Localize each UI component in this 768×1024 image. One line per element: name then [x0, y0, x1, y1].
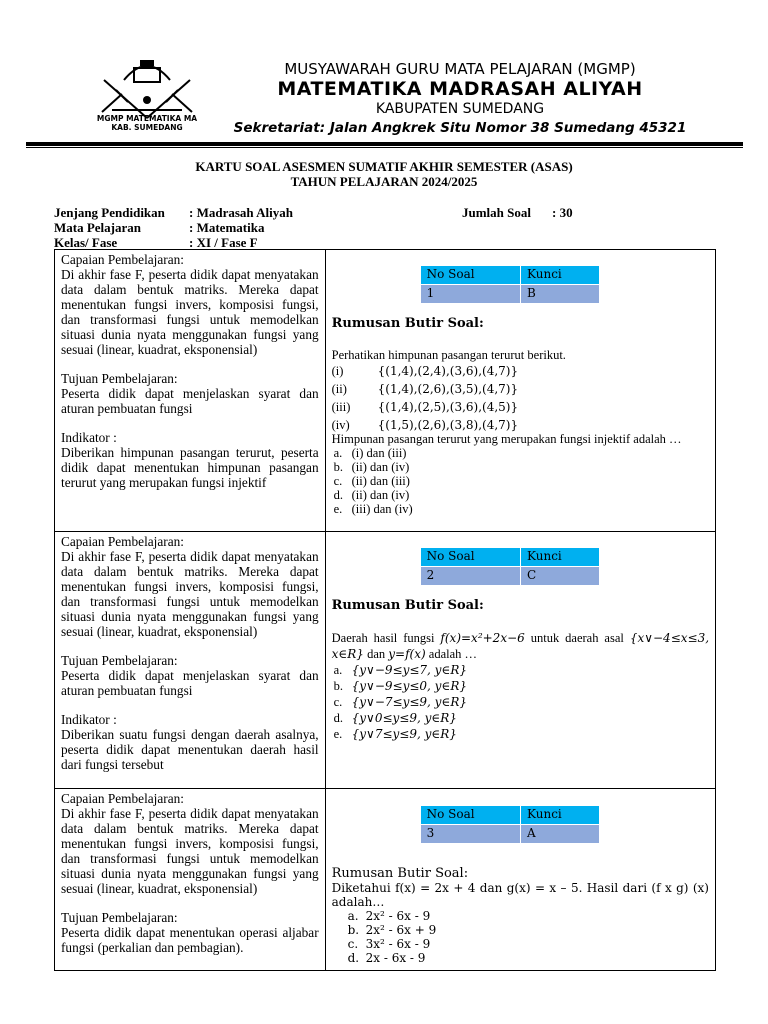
document-subtitle: TAHUN PELAJARAN 2024/2025	[290, 174, 478, 189]
question-text: dan	[367, 647, 386, 661]
answer-option	[332, 502, 709, 516]
no-soal-header: No Soal	[420, 266, 520, 285]
option-letter: a.	[333, 663, 343, 677]
tp-text: Peserta didik dapat menjelaskan syarat dan aturan pembuatan fungsi	[61, 668, 319, 698]
header-address: Sekretariat: Jalan Angkrek Situ Nomor 38 Sumedang 45321	[233, 120, 687, 136]
kunci-value: A	[521, 825, 600, 844]
question-body	[332, 630, 709, 742]
no-soal-value: 2	[420, 567, 520, 586]
learning-outcome-cell	[55, 532, 326, 789]
tp-label: Tujuan Pembelajaran:	[61, 910, 178, 925]
rumusan-label: Rumusan Butir Soal:	[331, 316, 484, 331]
meta-mapel-label: Mata Pelajaran	[54, 220, 142, 235]
tp-text: Peserta didik dapat menentukan operasi aljabar fungsi (perkalian dan pembagian).	[61, 925, 319, 955]
option-letter: c.	[333, 474, 343, 488]
header-rule-thick	[26, 142, 743, 146]
question-cell	[325, 250, 715, 532]
question-cell	[325, 532, 715, 789]
document-title: KARTU SOAL ASESMEN SUMATIF AKHIR SEMESTER (ASAS)	[195, 159, 573, 174]
header-line-3: KABUPATEN SUMEDANG	[375, 101, 545, 117]
header-line-2: MATEMATIKA MADRASAH ALIYAH	[277, 78, 643, 100]
indikator-label: Indikator :	[61, 712, 117, 727]
option-text: (ii) dan (iv)	[351, 460, 410, 474]
answer-option	[332, 710, 709, 726]
question-row	[55, 789, 716, 971]
answer-option	[332, 678, 709, 694]
function-expression: f(x)=x²+2x−6	[440, 631, 525, 645]
meta-jumlah-value: : 30	[552, 205, 573, 220]
learning-outcome-cell	[55, 250, 326, 532]
cp-label: Capaian Pembelajaran:	[61, 791, 184, 806]
kunci-header: Kunci	[521, 806, 600, 825]
question-row	[55, 250, 716, 532]
option-letter: e.	[333, 502, 343, 516]
question-text: untuk daerah asal	[530, 631, 624, 645]
set-value: {(1,5),(2,6),(3,8),(4,7)}	[377, 418, 519, 432]
no-soal-header: No Soal	[420, 806, 520, 825]
question-body	[332, 348, 709, 516]
meta-kelas-value: : XI / Fase F	[189, 235, 258, 250]
meta-jumlah-label: Jumlah Soal	[462, 205, 531, 220]
answer-option	[332, 488, 709, 502]
no-soal-header: No Soal	[420, 548, 520, 567]
option-text: {y∨−9≤y≤7, y∈R}	[351, 663, 467, 677]
option-letter: c.	[333, 695, 343, 709]
option-letter: b.	[333, 460, 343, 474]
option-letter: a.	[333, 446, 343, 460]
option-letter: b.	[347, 923, 360, 937]
indikator-text: Diberikan suatu fungsi dengan daerah asalnya, peserta didik dapat menentukan daerah hasil dari fungsi tersebut	[61, 727, 319, 772]
rumusan-label: Rumusan Butir Soal:	[331, 598, 484, 613]
answer-option	[332, 662, 709, 678]
option-text: 2x² - 6x - 9	[365, 909, 431, 923]
cp-text: Di akhir fase F, peserta didik dapat menyatakan data dalam bentuk matriks. Mereka dapat menentukan fungsi invers, komposisi fungsi, dan transformasi fungsi untuk memodelkan situasi dunia nyata menggunakan fungsi yang sesuai (linear, kuadrat, eksponensial)	[61, 549, 319, 639]
option-letter: d.	[347, 951, 360, 965]
answer-option	[332, 474, 709, 488]
option-letter: d.	[333, 711, 343, 725]
kunci-header: Kunci	[521, 548, 600, 567]
domain-expression: {x∨−4≤x≤3, x∈R}	[331, 631, 710, 661]
question-cell	[325, 789, 715, 971]
indikator-label: Indikator :	[61, 430, 117, 445]
tp-text: Peserta didik dapat menjelaskan syarat dan aturan pembuatan fungsi	[61, 386, 319, 416]
meta-jenjang-value: : Madrasah Aliyah	[189, 205, 294, 220]
indikator-text: Diberikan himpunan pasangan terurut, peserta didik dapat menentukan himpunan pasangan terurut yang merupakan fungsi injektif	[61, 445, 319, 490]
set-value: {(1,4),(2,5),(3,6),(4,5)}	[377, 400, 519, 414]
logo-caption-line-2: KAB. SUMEDANG	[111, 123, 183, 132]
learning-outcome-cell	[55, 789, 326, 971]
cp-text: Di akhir fase F, peserta didik dapat menyatakan data dalam bentuk matriks. Mereka dapat menentukan fungsi invers, komposisi fungsi, dan transformasi fungsi untuk memodelkan situasi dunia nyata menggunakan fungsi yang sesuai (linear, kuadrat, eksponensial)	[61, 267, 319, 357]
option-text: {y∨7≤y≤9, y∈R}	[351, 727, 457, 741]
option-text: (ii) dan (iii)	[351, 474, 410, 488]
option-text: (ii) dan (iv)	[351, 488, 410, 502]
question-text: adalah …	[428, 647, 478, 661]
answer-key-table	[420, 547, 600, 586]
option-letter: e.	[333, 727, 343, 741]
logo-caption	[82, 114, 212, 132]
set-value: {(1,4),(2,4),(3,6),(4,7)}	[377, 364, 519, 378]
answer-option	[332, 694, 709, 710]
answer-option	[332, 909, 709, 923]
kunci-value: B	[521, 285, 600, 304]
cp-label: Capaian Pembelajaran:	[61, 252, 184, 267]
kunci-value: C	[521, 567, 600, 586]
option-text: 2x - 6x - 9	[365, 951, 426, 965]
option-text: 3x² - 6x - 9	[365, 937, 431, 951]
answer-option	[332, 460, 709, 474]
rumusan-label: Rumusan Butir Soal:	[331, 866, 469, 881]
option-letter: a.	[347, 909, 359, 923]
logo-caption-line-1: MGMP MATEMATIKA MA	[96, 114, 198, 123]
no-soal-value: 1	[420, 285, 520, 304]
no-soal-value: 3	[420, 825, 520, 844]
option-text: {y∨−9≤y≤0, y∈R}	[351, 679, 467, 693]
cp-label: Capaian Pembelajaran:	[61, 534, 184, 549]
option-text: (iii) dan (iv)	[351, 502, 413, 516]
question-text: Daerah hasil fungsi	[331, 631, 435, 645]
tp-label: Tujuan Pembelajaran:	[61, 371, 178, 386]
answer-option	[332, 923, 709, 937]
meta-mapel-value: : Matematika	[189, 220, 265, 235]
answer-option	[332, 726, 709, 742]
set-label: (i)	[331, 364, 344, 378]
question-intro: Perhatikan himpunan pasangan terurut berikut.	[331, 348, 566, 362]
set-item	[332, 418, 709, 432]
question-card-table	[54, 249, 716, 971]
question-stem: Diketahui f(x) = 2x + 4 dan g(x) = x – 5. Hasil dari (f x g) (x) adalah…	[331, 881, 709, 909]
set-item	[332, 400, 709, 414]
answer-option	[332, 446, 709, 460]
set-label: (iv)	[331, 418, 350, 432]
question-stem	[332, 630, 709, 662]
function-expression: y=f(x)	[388, 647, 426, 661]
set-value: {(1,4),(2,6),(3,5),(4,7)}	[377, 382, 519, 396]
option-text: (i) dan (iii)	[351, 446, 407, 460]
cp-text: Di akhir fase F, peserta didik dapat menyatakan data dalam bentuk matriks. Mereka dapat menentukan fungsi invers, komposisi fungsi, dan transformasi fungsi untuk memodelkan situasi dunia nyata menggunakan fungsi yang sesuai (linear, kuadrat, eksponensial)	[61, 806, 319, 896]
meta-jenjang-label: Jenjang Pendidikan	[54, 205, 165, 220]
kunci-header: Kunci	[521, 266, 600, 285]
set-label: (ii)	[331, 382, 347, 396]
answer-key-table	[420, 805, 600, 844]
question-options	[332, 909, 709, 965]
answer-option	[332, 951, 709, 965]
tp-label: Tujuan Pembelajaran:	[61, 653, 178, 668]
option-text: 2x² - 6x + 9	[365, 923, 437, 937]
option-letter: c.	[347, 937, 359, 951]
option-letter: b.	[333, 679, 343, 693]
header-line-1: MUSYAWARAH GURU MATA PELAJARAN (MGMP)	[284, 60, 636, 78]
option-text: {y∨−7≤y≤9, y∈R}	[351, 695, 467, 709]
answer-key-table	[420, 265, 600, 304]
set-item	[332, 382, 709, 396]
header-rule-thin	[26, 147, 743, 148]
set-item	[332, 364, 709, 378]
meta-kelas-label: Kelas/ Fase	[54, 235, 118, 250]
set-label: (iii)	[331, 400, 351, 414]
option-letter: d.	[333, 488, 343, 502]
question-stem: Himpunan pasangan terurut yang merupakan fungsi injektif adalah …	[331, 432, 682, 446]
answer-option	[332, 937, 709, 951]
option-text: {y∨0≤y≤9, y∈R}	[351, 711, 457, 725]
question-row	[55, 532, 716, 789]
